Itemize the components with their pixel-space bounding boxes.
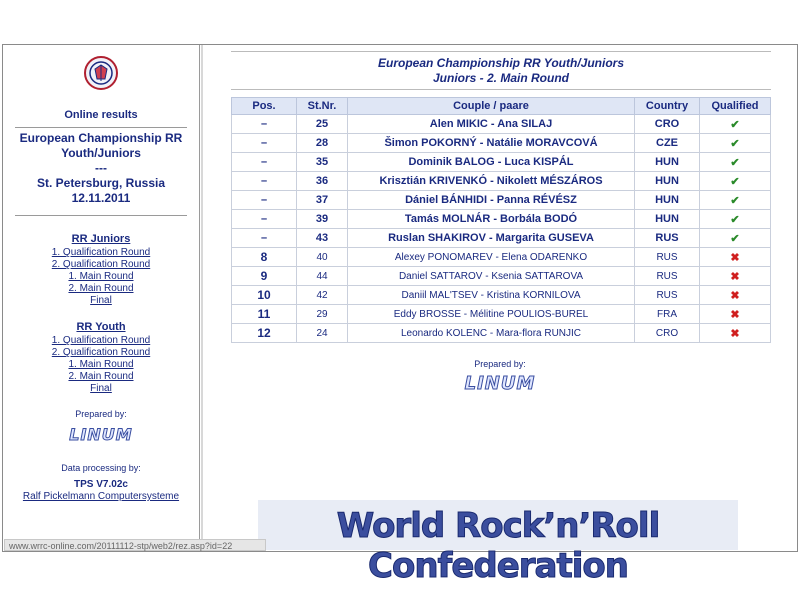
round-title-box [231, 51, 771, 90]
cell-qualified [700, 115, 771, 134]
cell-pos: – [232, 191, 297, 210]
table-row [232, 248, 771, 267]
cell-stnr: 37 [297, 191, 348, 210]
cell-country: CRO [635, 324, 700, 343]
table-row [232, 286, 771, 305]
cell-pos: – [232, 115, 297, 134]
event-info [3, 131, 199, 206]
linum-logo [3, 425, 199, 445]
cell-qualified [700, 153, 771, 172]
cell-stnr: 24 [297, 324, 348, 343]
header-country: Country [635, 98, 700, 115]
event-date: 12.11.2011 [71, 191, 131, 205]
juniors-link-main-2[interactable]: 2. Main Round [68, 283, 134, 294]
juniors-section-title[interactable]: RR Juniors [71, 233, 131, 245]
cell-qualified [700, 305, 771, 324]
sidebar-divider [15, 215, 187, 216]
cell-country: RUS [635, 248, 700, 267]
cell-stnr: 39 [297, 210, 348, 229]
cell-stnr: 28 [297, 134, 348, 153]
tps-version: TPS V7.02c [74, 479, 128, 490]
youth-link-main-1[interactable]: 1. Main Round [68, 359, 134, 370]
table-row [232, 115, 771, 134]
cell-country: CRO [635, 115, 700, 134]
table-row [232, 172, 771, 191]
juniors-link-qualification-2[interactable]: 2. Qualification Round [51, 259, 151, 270]
prepared-by-label: Prepared by: [75, 409, 127, 419]
wrrc-banner [258, 500, 738, 586]
table-header-row [232, 98, 771, 115]
youth-link-main-2[interactable]: 2. Main Round [68, 371, 134, 382]
cell-pos: 10 [232, 286, 297, 305]
cell-stnr: 25 [297, 115, 348, 134]
cell-couple: Krisztián KRIVENKÓ - Nikolett MÉSZÁROS [348, 172, 635, 191]
round-title: Juniors - 2. Main Round [432, 71, 569, 85]
cell-couple: Šimon POKORNÝ - Natálie MORAVCOVÁ [348, 134, 635, 153]
check-icon: ✔ [730, 194, 740, 207]
cell-stnr: 44 [297, 267, 348, 286]
check-icon: ✔ [730, 156, 740, 169]
cell-qualified [700, 210, 771, 229]
cross-icon: ✖ [730, 251, 740, 264]
event-city: St. Petersburg, Russia [36, 176, 166, 190]
cell-country: FRA [635, 305, 700, 324]
cell-qualified [700, 248, 771, 267]
juniors-link-final[interactable]: Final [90, 295, 112, 306]
cell-stnr: 29 [297, 305, 348, 324]
cross-icon: ✖ [730, 289, 740, 302]
event-title-line1: European Championship RR [19, 131, 183, 145]
cell-stnr: 40 [297, 248, 348, 267]
wrrc-logo-icon [83, 55, 119, 91]
company-link[interactable]: Ralf Pickelmann Computersysteme [22, 491, 180, 502]
cell-couple: Alen MIKIC - Ana SILAJ [348, 115, 635, 134]
cell-country: HUN [635, 153, 700, 172]
results-table [231, 97, 771, 343]
main-linum-logo [203, 373, 797, 394]
online-results-title: Online results [64, 109, 138, 121]
table-row [232, 324, 771, 343]
youth-link-qualification-1[interactable]: 1. Qualification Round [51, 335, 151, 346]
check-icon: ✔ [730, 213, 740, 226]
cell-qualified [700, 172, 771, 191]
event-separator: --- [95, 161, 107, 175]
juniors-link-qualification-1[interactable]: 1. Qualification Round [51, 247, 151, 258]
header-couple: Couple / paare [348, 98, 635, 115]
youth-section-title[interactable]: RR Youth [76, 321, 126, 333]
youth-link-qualification-2[interactable]: 2. Qualification Round [51, 347, 151, 358]
cell-couple: Dániel BÁNHIDI - Panna RÉVÉSZ [348, 191, 635, 210]
header-pos: Pos. [232, 98, 297, 115]
cell-pos: – [232, 134, 297, 153]
main-linum-logo-text: LINUM [464, 373, 536, 394]
cell-qualified [700, 286, 771, 305]
status-bar-url: www.wrrc-online.com/20111112-stp/web2/rez.asp?id=22 [4, 539, 266, 551]
cell-qualified [700, 324, 771, 343]
table-row [232, 210, 771, 229]
cell-couple: Daniil MAL'TSEV - Kristina KORNILOVA [348, 286, 635, 305]
cell-country: RUS [635, 267, 700, 286]
main-prepared-by-label: Prepared by: [474, 359, 526, 369]
linum-logo-text: LINUM [69, 425, 133, 444]
sidebar-divider [15, 127, 187, 128]
table-row [232, 229, 771, 248]
check-icon: ✔ [730, 175, 740, 188]
cell-stnr: 36 [297, 172, 348, 191]
cross-icon: ✖ [730, 327, 740, 340]
data-processing-label: Data processing by: [61, 463, 141, 473]
cross-icon: ✖ [730, 308, 740, 321]
championship-title: European Championship RR Youth/Juniors [377, 56, 624, 70]
cell-country: HUN [635, 191, 700, 210]
youth-link-final[interactable]: Final [90, 383, 112, 394]
event-title-line2: Youth/Juniors [61, 146, 141, 160]
table-row [232, 191, 771, 210]
table-row [232, 305, 771, 324]
cell-country: RUS [635, 286, 700, 305]
cell-couple: Daniel SATTAROV - Ksenia SATTAROVA [348, 267, 635, 286]
sidebar [3, 45, 200, 551]
cell-country: CZE [635, 134, 700, 153]
cell-stnr: 35 [297, 153, 348, 172]
juniors-link-main-1[interactable]: 1. Main Round [68, 271, 134, 282]
cell-qualified [700, 267, 771, 286]
cell-country: HUN [635, 210, 700, 229]
check-icon: ✔ [730, 137, 740, 150]
cell-pos: 9 [232, 267, 297, 286]
cell-pos: 8 [232, 248, 297, 267]
check-icon: ✔ [730, 232, 740, 245]
cell-pos: 11 [232, 305, 297, 324]
cell-couple: Ruslan SHAKIROV - Margarita GUSEVA [348, 229, 635, 248]
check-icon: ✔ [730, 118, 740, 131]
header-stnr: St.Nr. [297, 98, 348, 115]
cell-qualified [700, 229, 771, 248]
cell-couple: Alexey PONOMAREV - Elena ODARENKO [348, 248, 635, 267]
table-row [232, 153, 771, 172]
cell-stnr: 42 [297, 286, 348, 305]
cell-qualified [700, 191, 771, 210]
cell-pos: – [232, 210, 297, 229]
browser-frame [2, 44, 798, 552]
cell-qualified [700, 134, 771, 153]
cell-country: HUN [635, 172, 700, 191]
cell-pos: 12 [232, 324, 297, 343]
wrrc-banner-text: World Rock’n’Roll Confederation [336, 506, 660, 586]
table-row [232, 267, 771, 286]
main-content [203, 45, 797, 551]
cell-couple: Tamás MOLNÁR - Borbála BODÓ [348, 210, 635, 229]
cell-pos: – [232, 153, 297, 172]
cell-couple: Leonardo KOLENC - Mara-flora RUNJIC [348, 324, 635, 343]
table-row [232, 134, 771, 153]
cell-couple: Eddy BROSSE - Mélitine POULIOS-BUREL [348, 305, 635, 324]
cell-pos: – [232, 229, 297, 248]
cross-icon: ✖ [730, 270, 740, 283]
cell-pos: – [232, 172, 297, 191]
header-qualified: Qualified [700, 98, 771, 115]
cell-couple: Dominik BALOG - Luca KISPÁL [348, 153, 635, 172]
cell-stnr: 43 [297, 229, 348, 248]
cell-country: RUS [635, 229, 700, 248]
